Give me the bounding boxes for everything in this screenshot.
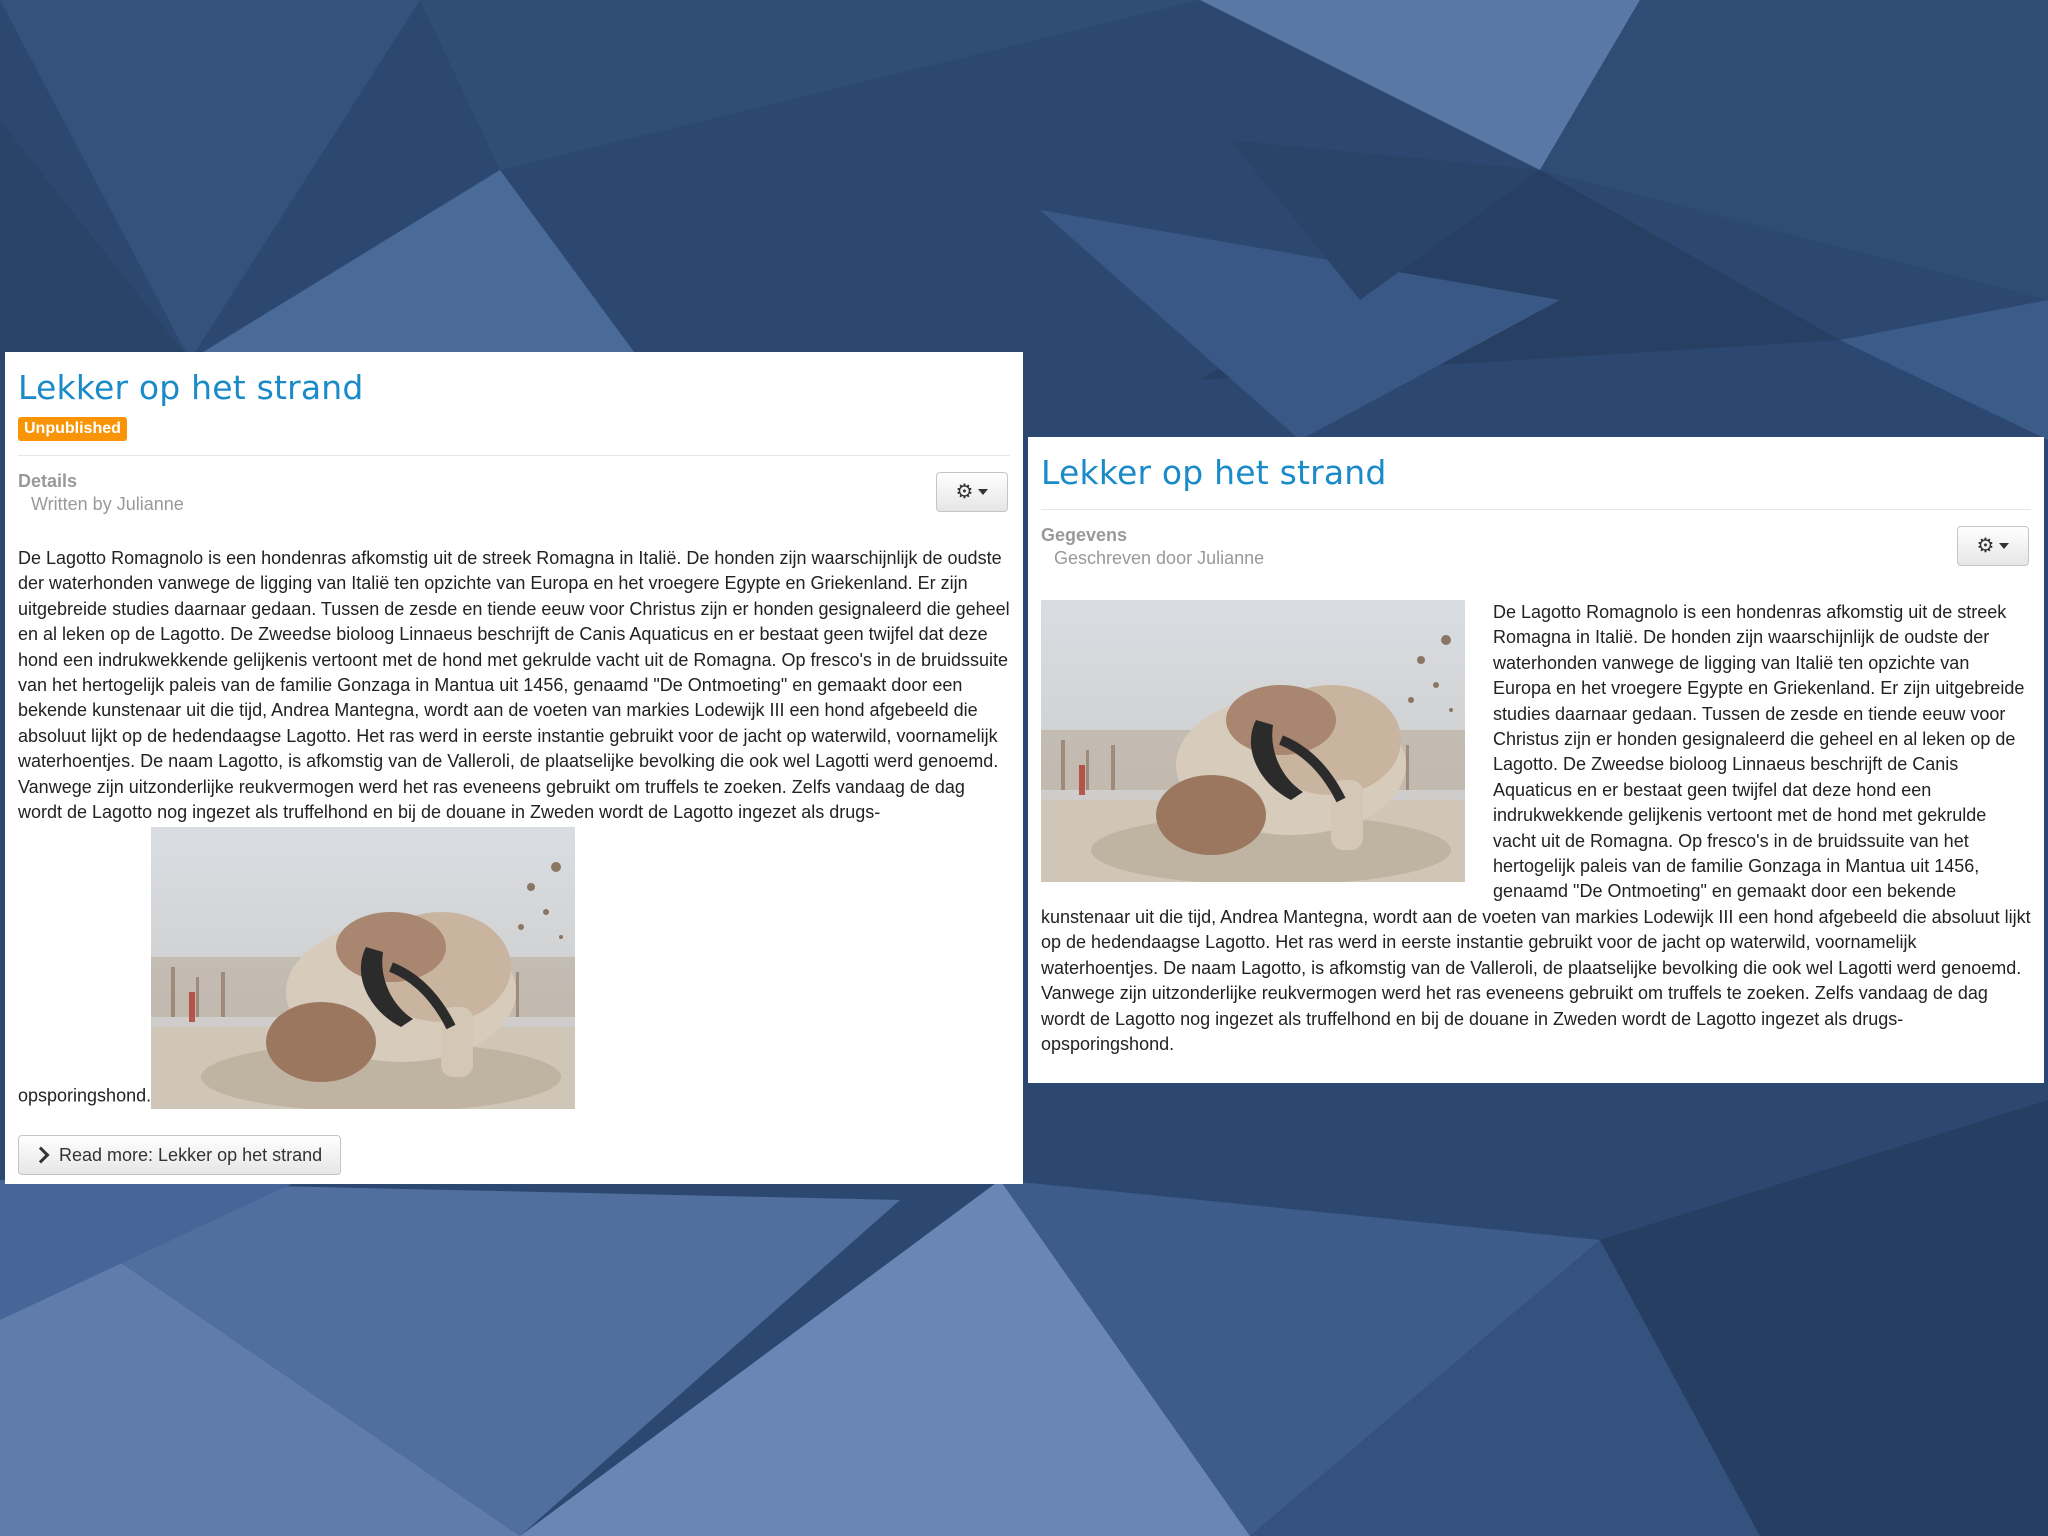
article-body-text: De Lagotto Romagnolo is een hondenras afkomstig uit de streek Romagna in Italië. De honden zijn waarschijnlijk de oudste der waterhonden vanwege de ligging van Italië ten opzichte van Europa en het vroegere Egypte en Griekenland. Er zijn uitgebreide studies daarnaar gedaan. Tussen de zesde en tiende eeuw voor Christus zijn er honden gesignaleerd die geheel en al leken op de Lagotto. De Zweedse bioloog Linnaeus beschrijft de Canis Aquaticus en er bestaat geen twijfel dat deze hond een indrukwekkende gelijkenis vertoont met de hond met gekrulde vacht uit de Romagna. Op fresco's in de bruidssuite van het hertogelijk paleis van de familie Gonzaga in Mantua uit 1456, genaamd "De Ontmoeting" en gemaakt door een bekende kunstenaar uit die tijd, Andrea Mantegna, wordt aan de voeten van markies Lodewijk III een hond afgebeeld die absoluut lijkt op de hedendaagse Lagotto. Het ras werd in eerste instantie gebruikt voor de jacht op waterwild, voornamelijk waterhoentjes. De naam Lagotto, is afkomstig van de Valleroli, de plaatselijke bevolking die ook wel Lagotti werd genoemd. Vanwege zijn uitzonderlijke reukvermogen werd het ras eveneens gebruikt om truffels te zoeken. Zelfs vandaag de dag wordt de Lagotto nog ingezet als truffelhond en bij de douane in Zweden wordt de Lagotto ingezet als drugs-opsporingshond. <box>1041 602 2031 1054</box>
dog-digging-photo <box>151 827 575 1109</box>
chevron-right-icon <box>33 1147 50 1164</box>
article-body <box>1041 600 2031 1057</box>
read-more-button[interactable] <box>18 1135 341 1175</box>
article-options-button[interactable] <box>936 472 1008 512</box>
read-more-label: Read more: Lekker op het strand <box>59 1144 323 1165</box>
title-divider <box>18 455 1010 456</box>
dog-digging-photo <box>1041 600 1465 882</box>
author-line: Geschreven door Julianne <box>1054 548 1265 568</box>
article-body-text: De Lagotto Romagnolo is een hondenras afkomstig uit de streek Romagna in Italië. De honden zijn waarschijnlijk de oudste der waterhonden vanwege de ligging van Italië ten opzichte van Europa en het vroegere Egypte en Griekenland. Er zijn uitgebreide studies daarnaar gedaan. Tussen de zesde en tiende eeuw voor Christus zijn er honden gesignaleerd die geheel en al leken op de Lagotto. De Zweedse bioloog Linnaeus beschrijft de Canis Aquaticus en er bestaat geen twijfel dat deze hond een indrukwekkende gelijkenis vertoont met de hond met gekrulde vacht uit de Romagna. Op fresco's in de bruidssuite van het hertogelijk paleis van de familie Gonzaga in Mantua uit 1456, genaamd "De Ontmoeting" en gemaakt door een bekende kunstenaar uit die tijd, Andrea Mantegna, wordt aan de voeten van markies Lodewijk III een hond afgebeeld die absoluut lijkt op de hedendaagse Lagotto. Het ras werd in eerste instantie gebruikt voor de jacht op waterwild, voornamelijk waterhoentjes. De naam Lagotto, is afkomstig van de Valleroli, de plaatselijke bevolking die ook wel Lagotti werd genoemd. Vanwege zijn uitzonderlijke reukvermogen werd het ras eveneens gebruikt om truffels te zoeken. Zelfs vandaag de dag wordt de Lagotto nog ingezet als truffelhond en bij de douane in Zweden wordt de Lagotto ingezet als drugs-opsporingshond. <box>18 548 1010 1107</box>
author-line: Written by Julianne <box>31 494 184 514</box>
article-details <box>1041 524 2031 570</box>
caret-down-icon <box>978 489 988 495</box>
article-title[interactable]: Lekker op het strand <box>1041 453 1387 492</box>
article-panel-right <box>1028 437 2044 1083</box>
caret-down-icon <box>1999 543 2009 549</box>
article-title[interactable]: Lekker op het strand <box>18 368 364 407</box>
article-details <box>18 470 1010 516</box>
details-heading: Gegevens <box>1041 525 1128 545</box>
article-options-button[interactable] <box>1957 526 2029 566</box>
article-body <box>18 546 1010 1109</box>
gear-icon: ⚙ <box>1976 535 1995 557</box>
details-heading: Details <box>18 471 78 491</box>
gear-icon: ⚙ <box>955 481 974 503</box>
article-panel-left <box>5 352 1023 1184</box>
unpublished-badge: Unpublished <box>18 417 127 441</box>
title-divider <box>1041 509 2031 510</box>
